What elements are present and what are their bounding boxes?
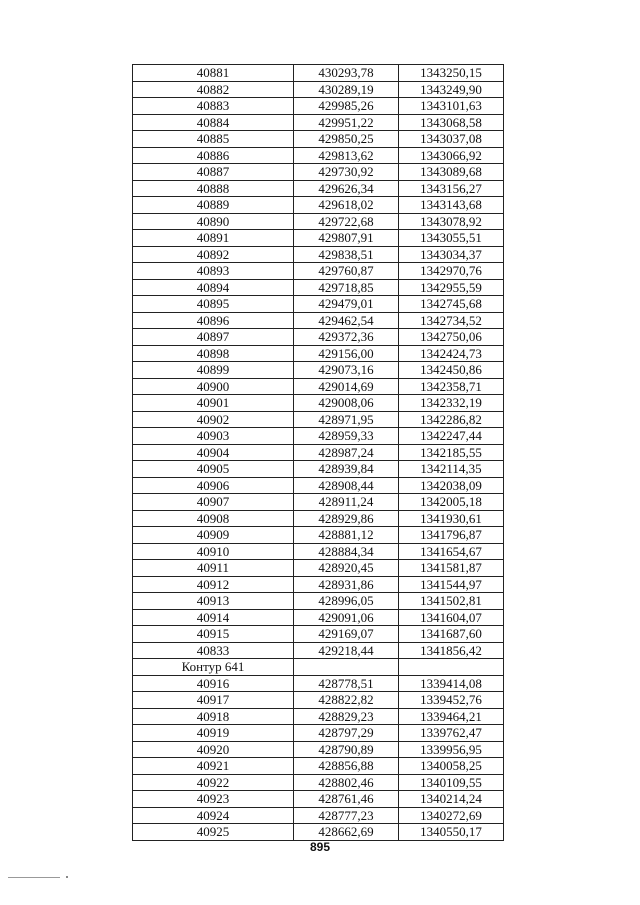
x-coordinate-cell: 428987,24 <box>294 444 399 461</box>
table-row <box>133 593 504 610</box>
point-id-cell: 40903 <box>133 428 294 445</box>
y-coordinate-cell: 1341654,67 <box>399 543 504 560</box>
x-coordinate-cell: 428856,88 <box>294 758 399 775</box>
y-coordinate-cell: 1343034,37 <box>399 246 504 263</box>
table-row <box>133 675 504 692</box>
x-coordinate-cell: 428911,24 <box>294 494 399 511</box>
page-number: 895 <box>309 840 331 854</box>
y-coordinate-cell: 1342358,71 <box>399 378 504 395</box>
point-id-cell: 40917 <box>133 692 294 709</box>
point-id-cell: 40889 <box>133 197 294 214</box>
x-coordinate-cell: 429813,62 <box>294 147 399 164</box>
table-row <box>133 362 504 379</box>
table-row <box>133 626 504 643</box>
x-coordinate-cell: 429722,68 <box>294 213 399 230</box>
section-heading-row <box>133 659 504 676</box>
point-id-cell: 40910 <box>133 543 294 560</box>
x-coordinate-cell: 428881,12 <box>294 527 399 544</box>
y-coordinate-cell: 1343066,92 <box>399 147 504 164</box>
coordinates-table-body <box>133 65 504 841</box>
y-coordinate-cell: 1343143,68 <box>399 197 504 214</box>
y-coordinate-cell: 1339452,76 <box>399 692 504 709</box>
x-coordinate-cell: 429014,69 <box>294 378 399 395</box>
x-coordinate-cell: 429618,02 <box>294 197 399 214</box>
empty-cell <box>294 659 399 676</box>
table-row <box>133 197 504 214</box>
y-coordinate-cell: 1340214,24 <box>399 791 504 808</box>
point-id-cell: 40892 <box>133 246 294 263</box>
x-coordinate-cell: 428971,95 <box>294 411 399 428</box>
x-coordinate-cell: 429073,16 <box>294 362 399 379</box>
point-id-cell: 40905 <box>133 461 294 478</box>
point-id-cell: 40895 <box>133 296 294 313</box>
y-coordinate-cell: 1342745,68 <box>399 296 504 313</box>
x-coordinate-cell: 428777,23 <box>294 807 399 824</box>
x-coordinate-cell: 429718,85 <box>294 279 399 296</box>
point-id-cell: 40881 <box>133 65 294 82</box>
table-row <box>133 213 504 230</box>
corner-rule <box>8 877 60 878</box>
y-coordinate-cell: 1342332,19 <box>399 395 504 412</box>
table-row <box>133 741 504 758</box>
point-id-cell: 40893 <box>133 263 294 280</box>
point-id-cell: 40909 <box>133 527 294 544</box>
y-coordinate-cell: 1342286,82 <box>399 411 504 428</box>
x-coordinate-cell: 429985,26 <box>294 98 399 115</box>
table-row <box>133 774 504 791</box>
table-row <box>133 461 504 478</box>
y-coordinate-cell: 1339762,47 <box>399 725 504 742</box>
y-coordinate-cell: 1342185,55 <box>399 444 504 461</box>
y-coordinate-cell: 1340272,69 <box>399 807 504 824</box>
point-id-cell: 40883 <box>133 98 294 115</box>
table-row <box>133 576 504 593</box>
x-coordinate-cell: 429008,06 <box>294 395 399 412</box>
x-coordinate-cell: 428931,86 <box>294 576 399 593</box>
y-coordinate-cell: 1343101,63 <box>399 98 504 115</box>
x-coordinate-cell: 429838,51 <box>294 246 399 263</box>
point-id-cell: 40907 <box>133 494 294 511</box>
point-id-cell: 40906 <box>133 477 294 494</box>
point-id-cell: 40911 <box>133 560 294 577</box>
table-row <box>133 708 504 725</box>
corner-mark <box>66 876 68 878</box>
y-coordinate-cell: 1343156,27 <box>399 180 504 197</box>
x-coordinate-cell: 428939,84 <box>294 461 399 478</box>
x-coordinate-cell: 428802,46 <box>294 774 399 791</box>
point-id-cell: 40925 <box>133 824 294 841</box>
table-row <box>133 725 504 742</box>
point-id-cell: 40922 <box>133 774 294 791</box>
x-coordinate-cell: 428908,44 <box>294 477 399 494</box>
y-coordinate-cell: 1341604,07 <box>399 609 504 626</box>
point-id-cell: 40902 <box>133 411 294 428</box>
x-coordinate-cell: 428920,45 <box>294 560 399 577</box>
table-row <box>133 329 504 346</box>
x-coordinate-cell: 428929,86 <box>294 510 399 527</box>
table-row <box>133 758 504 775</box>
point-id-cell: 40897 <box>133 329 294 346</box>
y-coordinate-cell: 1341581,87 <box>399 560 504 577</box>
point-id-cell: 40904 <box>133 444 294 461</box>
table-row <box>133 147 504 164</box>
point-id-cell: 40886 <box>133 147 294 164</box>
table-row <box>133 494 504 511</box>
y-coordinate-cell: 1340109,55 <box>399 774 504 791</box>
y-coordinate-cell: 1341930,61 <box>399 510 504 527</box>
x-coordinate-cell: 428778,51 <box>294 675 399 692</box>
y-coordinate-cell: 1342955,59 <box>399 279 504 296</box>
point-id-cell: 40914 <box>133 609 294 626</box>
point-id-cell: 40912 <box>133 576 294 593</box>
x-coordinate-cell: 429479,01 <box>294 296 399 313</box>
table-row <box>133 98 504 115</box>
point-id-cell: 40890 <box>133 213 294 230</box>
x-coordinate-cell: 428662,69 <box>294 824 399 841</box>
x-coordinate-cell: 428884,34 <box>294 543 399 560</box>
point-id-cell: 40913 <box>133 593 294 610</box>
table-row <box>133 477 504 494</box>
x-coordinate-cell: 430293,78 <box>294 65 399 82</box>
y-coordinate-cell: 1339414,08 <box>399 675 504 692</box>
point-id-cell: 40891 <box>133 230 294 247</box>
x-coordinate-cell: 428996,05 <box>294 593 399 610</box>
point-id-cell: 40919 <box>133 725 294 742</box>
table-row <box>133 411 504 428</box>
table-row <box>133 345 504 362</box>
y-coordinate-cell: 1341856,42 <box>399 642 504 659</box>
x-coordinate-cell: 429372,36 <box>294 329 399 346</box>
point-id-cell: 40908 <box>133 510 294 527</box>
point-id-cell: 40898 <box>133 345 294 362</box>
table-row <box>133 395 504 412</box>
x-coordinate-cell: 429218,44 <box>294 642 399 659</box>
point-id-cell: 40888 <box>133 180 294 197</box>
table-row <box>133 131 504 148</box>
point-id-cell: 40833 <box>133 642 294 659</box>
point-id-cell: 40896 <box>133 312 294 329</box>
table-row <box>133 543 504 560</box>
table-row <box>133 114 504 131</box>
y-coordinate-cell: 1342750,06 <box>399 329 504 346</box>
y-coordinate-cell: 1340550,17 <box>399 824 504 841</box>
y-coordinate-cell: 1342247,44 <box>399 428 504 445</box>
empty-cell <box>399 659 504 676</box>
x-coordinate-cell: 430289,19 <box>294 81 399 98</box>
table-row <box>133 527 504 544</box>
y-coordinate-cell: 1341502,81 <box>399 593 504 610</box>
point-id-cell: 40924 <box>133 807 294 824</box>
table-row <box>133 296 504 313</box>
point-id-cell: 40923 <box>133 791 294 808</box>
point-id-cell: 40921 <box>133 758 294 775</box>
table-row <box>133 230 504 247</box>
section-label: Контур 641 <box>133 659 294 676</box>
point-id-cell: 40884 <box>133 114 294 131</box>
x-coordinate-cell: 429850,25 <box>294 131 399 148</box>
x-coordinate-cell: 429169,07 <box>294 626 399 643</box>
y-coordinate-cell: 1341796,87 <box>399 527 504 544</box>
y-coordinate-cell: 1343089,68 <box>399 164 504 181</box>
x-coordinate-cell: 429951,22 <box>294 114 399 131</box>
y-coordinate-cell: 1343078,92 <box>399 213 504 230</box>
y-coordinate-cell: 1343068,58 <box>399 114 504 131</box>
y-coordinate-cell: 1341687,60 <box>399 626 504 643</box>
table-row <box>133 246 504 263</box>
y-coordinate-cell: 1343250,15 <box>399 65 504 82</box>
table-row <box>133 642 504 659</box>
x-coordinate-cell: 429626,34 <box>294 180 399 197</box>
y-coordinate-cell: 1342970,76 <box>399 263 504 280</box>
table-row <box>133 65 504 82</box>
table-row <box>133 279 504 296</box>
point-id-cell: 40916 <box>133 675 294 692</box>
x-coordinate-cell: 429730,92 <box>294 164 399 181</box>
y-coordinate-cell: 1343249,90 <box>399 81 504 98</box>
table-row <box>133 692 504 709</box>
table-row <box>133 791 504 808</box>
point-id-cell: 40915 <box>133 626 294 643</box>
y-coordinate-cell: 1343037,08 <box>399 131 504 148</box>
x-coordinate-cell: 429807,91 <box>294 230 399 247</box>
x-coordinate-cell: 428822,82 <box>294 692 399 709</box>
point-id-cell: 40885 <box>133 131 294 148</box>
point-id-cell: 40887 <box>133 164 294 181</box>
table-row <box>133 312 504 329</box>
table-row <box>133 444 504 461</box>
table-row <box>133 164 504 181</box>
x-coordinate-cell: 429156,00 <box>294 345 399 362</box>
point-id-cell: 40920 <box>133 741 294 758</box>
y-coordinate-cell: 1342734,52 <box>399 312 504 329</box>
y-coordinate-cell: 1342450,86 <box>399 362 504 379</box>
point-id-cell: 40894 <box>133 279 294 296</box>
point-id-cell: 40900 <box>133 378 294 395</box>
y-coordinate-cell: 1339956,95 <box>399 741 504 758</box>
table-row <box>133 263 504 280</box>
x-coordinate-cell: 429760,87 <box>294 263 399 280</box>
table-row <box>133 81 504 98</box>
y-coordinate-cell: 1339464,21 <box>399 708 504 725</box>
y-coordinate-cell: 1342424,73 <box>399 345 504 362</box>
x-coordinate-cell: 429462,54 <box>294 312 399 329</box>
table-row <box>133 824 504 841</box>
table-row <box>133 609 504 626</box>
x-coordinate-cell: 428790,89 <box>294 741 399 758</box>
table-row <box>133 180 504 197</box>
coordinates-table <box>132 64 504 841</box>
y-coordinate-cell: 1340058,25 <box>399 758 504 775</box>
point-id-cell: 40901 <box>133 395 294 412</box>
x-coordinate-cell: 428797,29 <box>294 725 399 742</box>
y-coordinate-cell: 1342114,35 <box>399 461 504 478</box>
table-row <box>133 428 504 445</box>
x-coordinate-cell: 428959,33 <box>294 428 399 445</box>
x-coordinate-cell: 429091,06 <box>294 609 399 626</box>
x-coordinate-cell: 428829,23 <box>294 708 399 725</box>
table-row <box>133 378 504 395</box>
point-id-cell: 40899 <box>133 362 294 379</box>
point-id-cell: 40882 <box>133 81 294 98</box>
table-row <box>133 560 504 577</box>
x-coordinate-cell: 428761,46 <box>294 791 399 808</box>
table-row <box>133 510 504 527</box>
y-coordinate-cell: 1342038,09 <box>399 477 504 494</box>
y-coordinate-cell: 1342005,18 <box>399 494 504 511</box>
table-row <box>133 807 504 824</box>
point-id-cell: 40918 <box>133 708 294 725</box>
y-coordinate-cell: 1343055,51 <box>399 230 504 247</box>
y-coordinate-cell: 1341544,97 <box>399 576 504 593</box>
